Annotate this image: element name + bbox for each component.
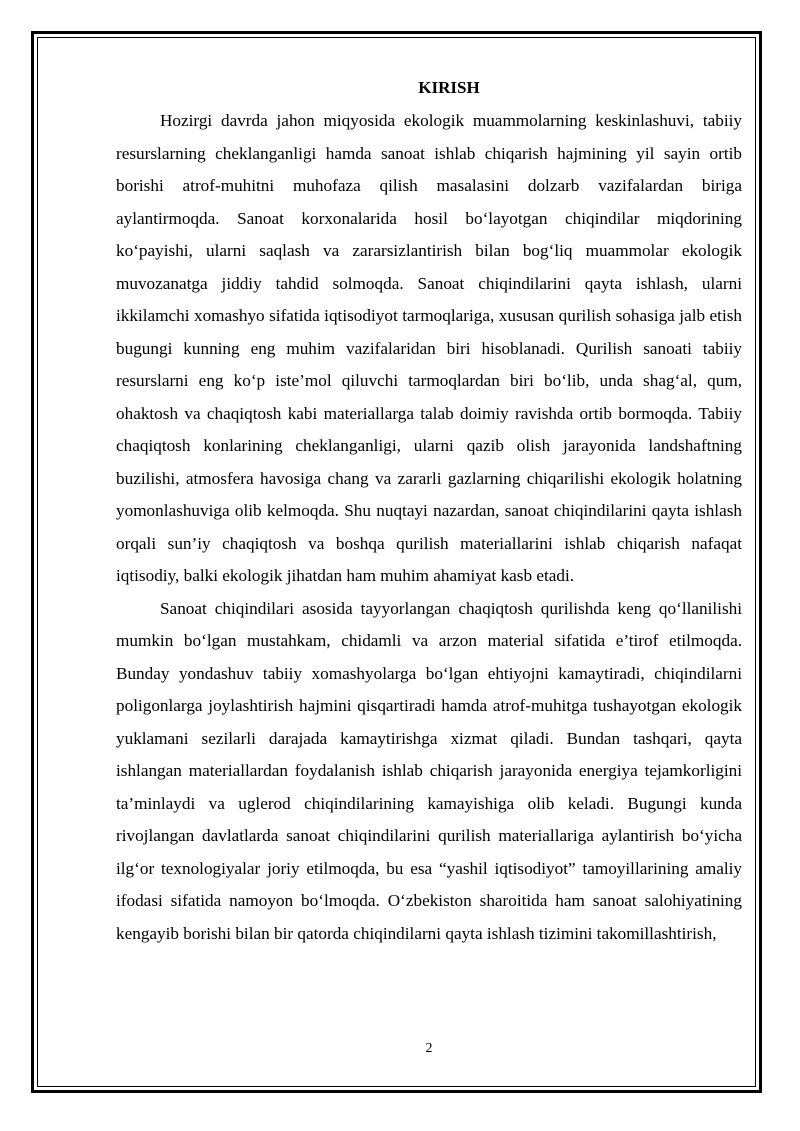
paragraph-2: Sanoat chiqindilari asosida tayyorlangan chaqiqtosh qurilishda keng qo‘llanilishi mumkin bo‘lgan mustahkam, chidamli va arzon material sifatida e’tirof etilmoqda. Bunday yondashuv tabiiy xomashyolarga bo‘lgan ehtiyojni kamaytiradi, chiqindilarni poligonlarga joylashtirish hajmini qisqartiradi hamda atrof-muhitga tushayotgan ekologik yuklamani sezilarli darajada kamaytirishga xizmat qiladi. Bundan tashqari, qayta ishlangan materiallardan foydalanish ishlab chiqarish jarayonida energiya tejamkorligini ta’minlaydi va uglerod chiqindilarining kamayishiga olib keladi. Bugungi kunda rivojlangan davlatlarda sanoat chiqindilarini qurilish materiallariga aylantirish bo‘yicha ilg‘or texnologiyalar joriy etilmoqda, bu esa “yashil iqtisodiyot” tamoyillarining amaliy ifodasi sifatida namoyon bo‘lmoqda. O‘zbekiston sharoitida ham sanoat salohiyatining kengayib borishi bilan bir qatorda chiqindilarni qayta ishlash tizimini takomillashtirish, — [116, 598, 742, 943]
page-number: 2 — [425, 1041, 433, 1056]
paragraph-1: Hozirgi davrda jahon miqyosida ekologik muammolarning keskinlashuvi, tabiiy resurslarning cheklanganligi hamda sanoat ishlab chiqarish hajmining yil sayin ortib borishi atrof-muhitni muhofaza qilish masalasini dolzarb vazifalardan biriga aylantirmoqda. Sanoat korxonalarida hosil bo‘layotgan chiqindilar miqdorining ko‘payishi, ularni saqlash va zararsizlantirish bilan bog‘liq muammolar ekologik muvozanatga jiddiy tahdid solmoqda. Sanoat chiqindilarini qayta ishlash, ularni ikkilamchi xomashyo sifatida iqtisodiyot tarmoqlariga, xususan qurilish sohasiga jalb etish bugungi kunning eng muhim vazifalaridan biri hisoblanadi. Qurilish sanoati tabiiy resurslarni eng ko‘p iste’mol qiluvchi tarmoqlardan biri bo‘lib, unda shag‘al, qum, ohaktosh va chaqiqtosh kabi materiallarga talab doimiy ravishda ortib bormoqda. Tabiiy chaqiqtosh konlarining cheklanganligi, ularni qazib olish jarayonida landshaftning buzilishi, atmosfera havosiga chang va zararli gazlarning chiqarilishi ekologik holatning yomonlashuviga olib kelmoqda. Shu nuqtayi nazardan, sanoat chiqindilarini qayta ishlash orqali sun’iy chaqiqtosh va boshqa qurilish materiallarini ishlab chiqarish nafaqat iqtisodiy, balki ekologik jihatdan ham muhim ahamiyat kasb etadi. — [116, 111, 742, 585]
document-title: KIRISH — [418, 78, 480, 97]
document-body — [116, 74, 742, 950]
